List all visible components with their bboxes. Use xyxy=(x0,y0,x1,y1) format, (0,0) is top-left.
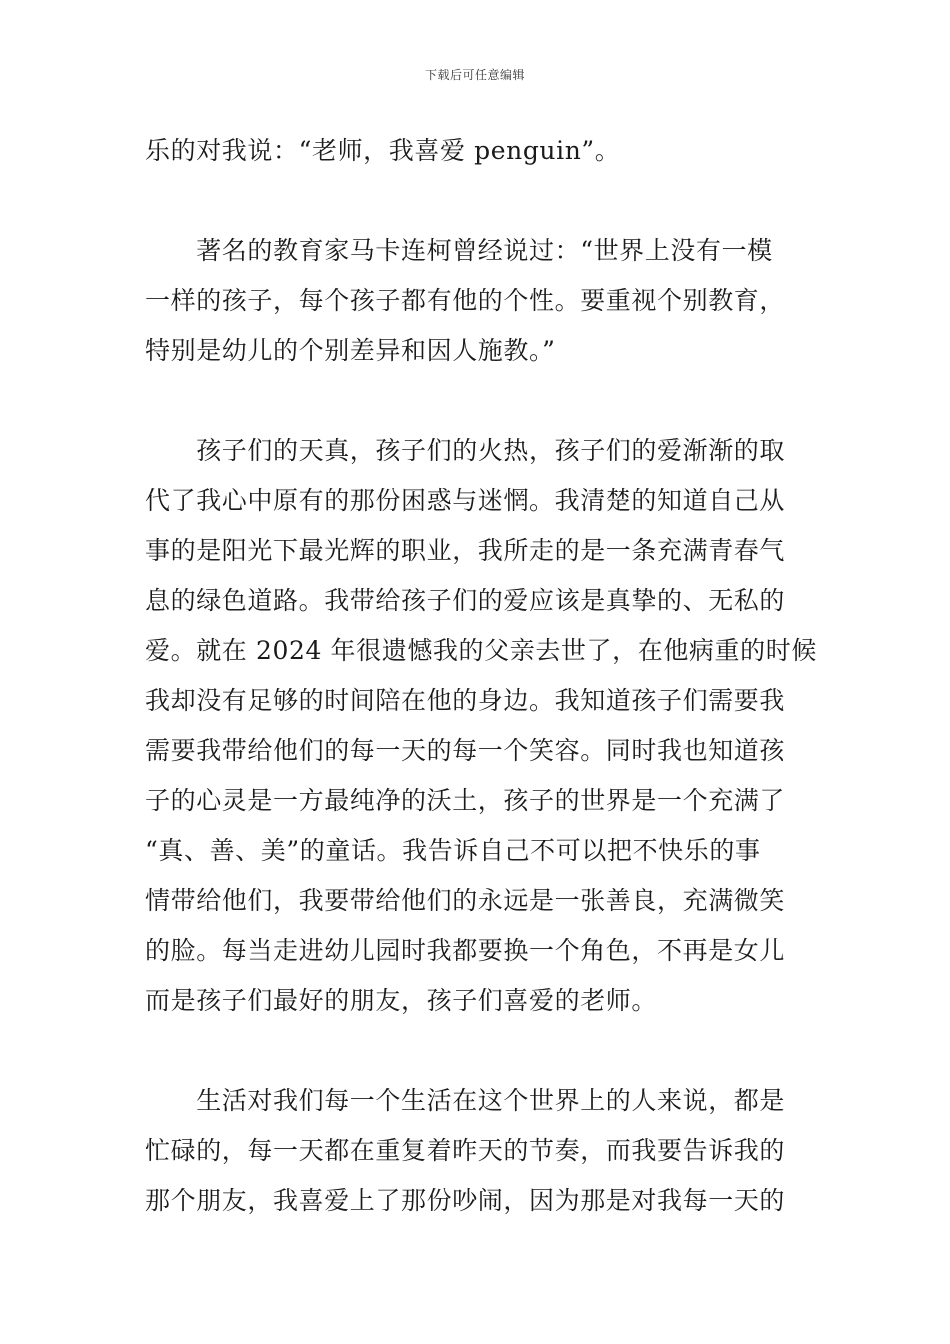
text-line: “真、善、美”的童话。我告诉自己不可以把不快乐的事 xyxy=(145,836,761,865)
text-line: 那个朋友，我喜爱上了那份吵闹，因为那是对我每一天的 xyxy=(145,1186,786,1215)
text-line: 而是孩子们最好的朋友，孩子们喜爱的老师。 xyxy=(145,986,658,1015)
text-line: 忙碌的，每一天都在重复着昨天的节奏，而我要告诉我的 xyxy=(145,1136,786,1165)
paragraph-gap xyxy=(145,1026,807,1076)
text-line: 事的是阳光下最光辉的职业，我所走的是一条充满青春气 xyxy=(145,536,786,565)
text-line: 需要我带给他们的每一天的每一个笑容。同时我也知道孩 xyxy=(145,736,786,765)
text-line: 孩子们的天真，孩子们的火热，孩子们的爱渐渐的取 xyxy=(145,436,786,465)
text-line: 著名的教育家马卡连柯曾经说过：“世界上没有一模 xyxy=(145,236,773,265)
text-line: 一样的孩子，每个孩子都有他的个性。要重视个别教育， xyxy=(145,286,786,315)
text-line: 特别是幼儿的个别差异和因人施教。” xyxy=(145,336,556,365)
text-line: 代了我心中原有的那份困惑与迷惘。我清楚的知道自己从 xyxy=(145,486,786,515)
text-line: 生活对我们每一个生活在这个世界上的人来说，都是 xyxy=(145,1086,786,1115)
text-line: 的脸。每当走进幼儿园时我都要换一个角色，不再是女儿 xyxy=(145,936,786,965)
text-line: 我却没有足够的时间陪在他的身边。我知道孩子们需要我 xyxy=(145,686,786,715)
paragraph-gap xyxy=(145,176,807,226)
text-line: 乐的对我说：“老师，我喜爱 penguin”。 xyxy=(145,136,621,165)
text-line: 子的心灵是一方最纯净的沃土，孩子的世界是一个充满了 xyxy=(145,786,786,815)
text-line: 情带给他们，我要带给他们的永远是一张善良，充满微笑 xyxy=(145,886,786,915)
paragraph-gap xyxy=(145,376,807,426)
document-body xyxy=(145,126,817,1226)
page-header-note: 下载后可任意编辑 xyxy=(424,68,525,82)
text-line: 爱。就在 2024 年很遗憾我的父亲去世了，在他病重的时候 xyxy=(145,636,817,665)
text-line: 息的绿色道路。我带给孩子们的爱应该是真挚的、无私的 xyxy=(145,586,786,615)
